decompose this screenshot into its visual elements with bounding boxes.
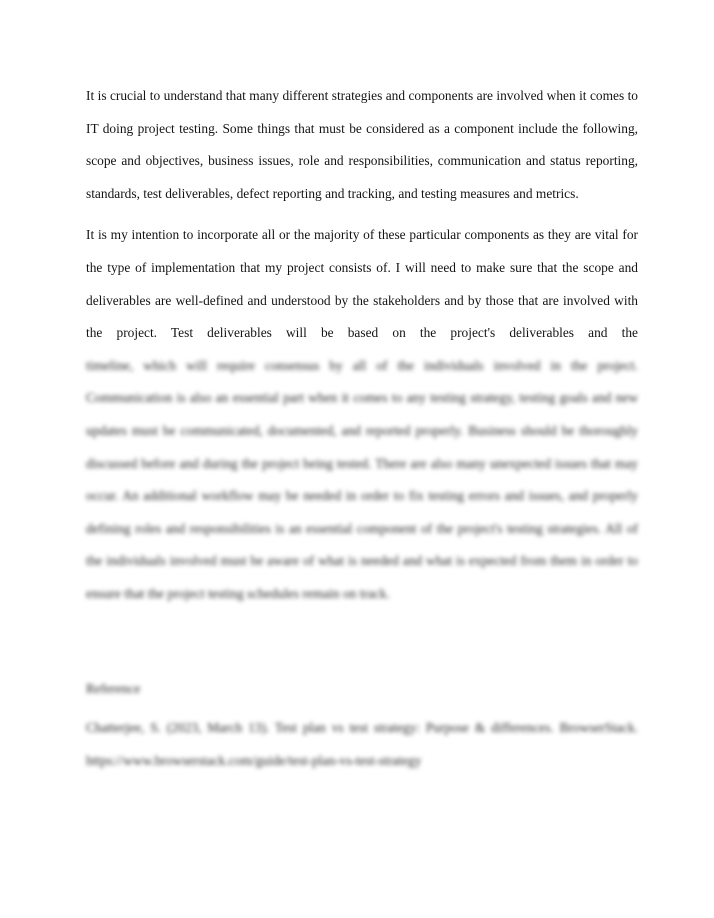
reference-section <box>86 673 638 778</box>
document-page <box>86 80 638 777</box>
paragraph-2-visible-text: It is my intention to incorporate all or the majority of these particular components as they are vital for the type of implementation that my project consists of. I will need to make sure that the scope and deliverables are well-defined and understood by the stakeholders and by those that are involved with the project. Test deliverables will be based on the project's deliverables and the <box>86 227 638 341</box>
paragraph-2 <box>86 219 638 610</box>
reference-entry: Chatterjee, S. (2023, March 13). Test plan vs test strategy: Purpose & differences. BrowserStack. https://www.browserstack.com/guide/test-plan-vs-test-strategy <box>86 720 638 768</box>
reference-heading: Reference <box>86 680 141 696</box>
paragraph-2-blurred-text: timeline, which will require consensus by all of the individuals involved in the project. Communication is also an essential part when it comes to any testing strategy, testing goals and new updates must be communicated, documented, and reported properly. Business should be thoroughly discussed before and during the project being tested. There are also many unexpected issues that may occur. An additional workflow may be needed in order to fix testing errors and issues, and properly defining roles and responsibilities is an essential component of the project's testing strategies. All of the individuals involved must be aware of what is needed and what is expected from them in order to ensure that the project testing schedules remain on track. <box>86 357 638 601</box>
paragraph-1: It is crucial to understand that many different strategies and components are involved when it comes to IT doing project testing. Some things that must be considered as a component include the following, scope and objectives, business issues, role and responsibilities, communication and status reporting, standards, test deliverables, defect reporting and tracking, and testing measures and metrics. <box>86 88 638 201</box>
